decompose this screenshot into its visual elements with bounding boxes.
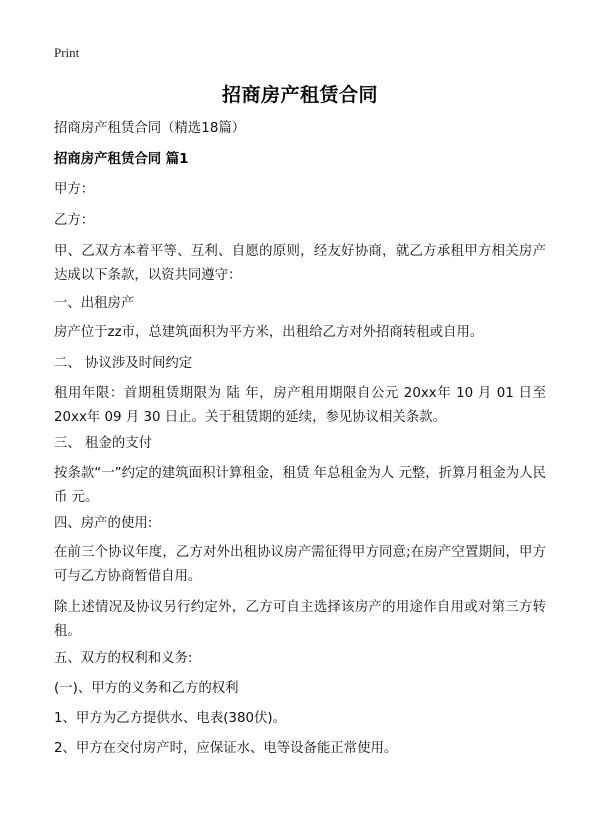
party-a-label: 甲方： bbox=[54, 182, 95, 197]
clause-3-heading: 三、 租金的支付 bbox=[54, 436, 152, 451]
party-b-label: 乙方： bbox=[54, 213, 95, 228]
clause-5-heading: 五、双方的权利和义务: bbox=[54, 651, 193, 666]
document-title: 招商房产租赁合同 bbox=[221, 84, 378, 106]
clause-2-heading: 二、 协议涉及时间约定 bbox=[54, 356, 193, 371]
clause-5-item-1: 1、甲方为乙方提供水、电表(380伏)。 bbox=[54, 711, 286, 726]
clause-1-heading: 一、出租房产 bbox=[54, 296, 135, 311]
clause-5-subheading: (一)、甲方的义务和乙方的权利 bbox=[54, 681, 239, 696]
clause-5-item-2: 2、甲方在交付房产时，应保证水、电等设备能正常使用。 bbox=[54, 741, 398, 756]
clause-4-text-1: 在前三个协议年度，乙方对外出租协议房产需征得甲方同意;在房产空置期间，甲方可与乙方协商暂借自用。 bbox=[54, 545, 546, 584]
clause-4-text-2: 除上述情况及协议另行约定外，乙方可自主选择该房产的用途作自用或对第三方转租。 bbox=[54, 600, 546, 639]
clause-2-text: 租用年限：首期租赁期限为 陆 年，房产租用期限自公元 20xx年 10 月 01 日至 20xx年 09 月 30 日止。关于租赁期的延续，参见协议相关条款。 bbox=[54, 386, 546, 425]
document-subtitle: 招商房产租赁合同（精选18篇） bbox=[54, 121, 246, 136]
intro-paragraph: 甲、乙双方本着平等、互利、自愿的原则，经友好协商，就乙方承租甲方相关房产达成以下条款，以资共同遵守： bbox=[54, 244, 546, 283]
clause-1-text: 房产位于zz市，总建筑面积为平方米，出租给乙方对外招商转租或自用。 bbox=[54, 325, 484, 340]
print-label[interactable]: Print bbox=[54, 45, 80, 60]
clause-3-text: 按条款“一”约定的建筑面积计算租金，租赁 年总租金为人 元整，折算月租金为人民币 元。 bbox=[54, 466, 546, 505]
section-heading: 招商房产租赁合同 篇1 bbox=[54, 152, 189, 167]
clause-4-heading: 四、房产的使用: bbox=[54, 516, 153, 531]
